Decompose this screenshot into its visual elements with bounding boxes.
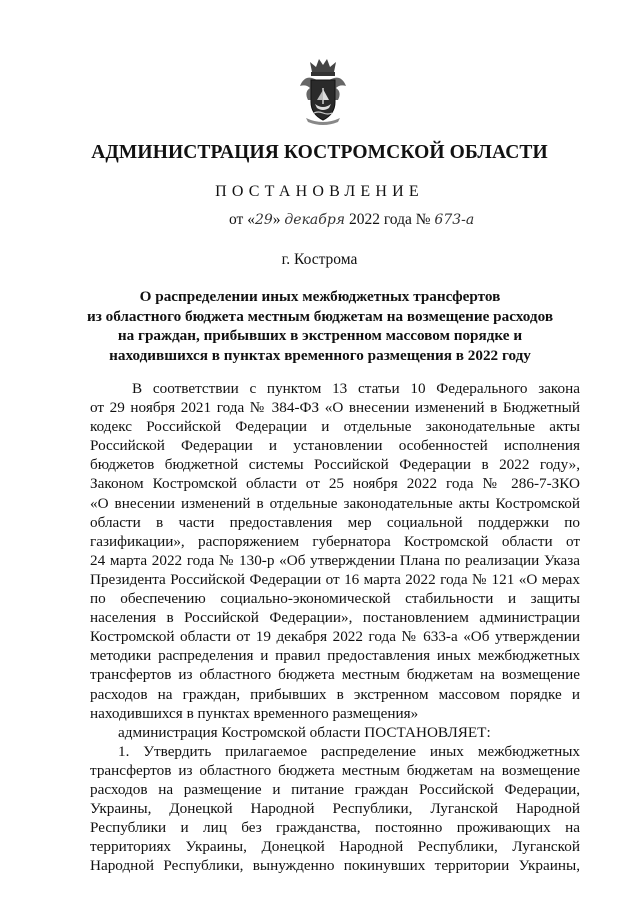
city-line: г. Кострома: [281, 251, 358, 268]
month-handwritten: декабря: [284, 212, 346, 228]
body-line: методики распределения и правил предоставления иных межбюджетных: [90, 647, 580, 665]
body-line: Украины, Донецкой Народной Республики, Луганской Народной: [90, 800, 580, 818]
document-title: [80, 287, 560, 365]
body-line: трансфертов из областного бюджета местным бюджетам на возмещение: [90, 666, 580, 684]
body-line: Костромской области от 19 декабря 2022 года № 633-а «Об утверждении: [90, 628, 580, 646]
year-text: 2022 года №: [348, 211, 431, 228]
body-line: расходов на размещение и питание граждан Российской Федерации,: [90, 780, 580, 798]
body-line: области в части предоставления мер социальной поддержки по: [90, 513, 580, 531]
body-line: расходов на граждан, прибывших в экстренном массовом порядке и: [90, 685, 580, 703]
body-line: Народной Республики, вынужденно покинувших территории Украины,: [90, 857, 580, 875]
body-line: находившихся в пунктах временного размещения»: [90, 704, 419, 722]
body-line: по обеспечению социально-экономической стабильности и защиты: [90, 590, 580, 608]
body-line: «О внесении изменений в отдельные законодательные акты Костромской: [90, 494, 580, 512]
title-line: на граждан, прибывших в экстренном массовом порядке и: [117, 327, 523, 344]
document-type: ПОСТАНОВЛЕНИЕ: [215, 183, 424, 200]
body-line: населения в Российской Федерации», постановлением администрации: [90, 609, 580, 627]
coat-of-arms-icon: [298, 56, 348, 126]
body-line: Президента Российской Федерации от 16 марта 2022 года № 121 «О мерах: [90, 570, 580, 588]
day-handwritten: 29: [254, 212, 273, 228]
date-prefix: от «: [229, 211, 255, 228]
organization-heading: АДМИНИСТРАЦИЯ КОСТРОМСКОЙ ОБЛАСТИ: [91, 142, 548, 163]
body-line: трансфертов из областного бюджета местным бюджетам на возмещение: [90, 761, 580, 779]
body-line: В соответствии с пунктом 13 статьи 10 Федерального закона: [132, 380, 580, 397]
body-line: территориях Украины, Донецкой Народной Республики, Луганской: [90, 838, 580, 856]
title-line: О распределении иных межбюджетных трансфертов: [139, 288, 501, 305]
body-line: администрация Костромской области ПОСТАНОВЛЯЕТ:: [118, 723, 491, 741]
body-line: Республики и лиц без гражданства, постоянно проживающих на: [90, 819, 580, 837]
body-line: газификации», распоряжением губернатора Костромской области от: [90, 532, 580, 550]
body-line: 1. Утвердить прилагаемое распределение иных межбюджетных: [118, 742, 580, 760]
body-line: Российской Федерации и установлении особенностей исполнения: [90, 437, 580, 455]
title-line: находившихся в пунктах временного размещения в 2022 году: [109, 346, 531, 364]
body-line: Законом Костромской области от 25 ноября 2022 года № 286-7-ЗКО: [90, 475, 580, 493]
date-mid: »: [272, 211, 281, 228]
body-line: от 29 ноября 2021 года № 384-ФЗ «О внесении изменений в Бюджетный: [90, 399, 580, 417]
date-number-line: [229, 211, 474, 229]
document-body: [90, 379, 580, 875]
number-handwritten: 673-а: [434, 212, 475, 228]
body-line: бюджетов бюджетной системы Российской Федерации в 2022 году»,: [90, 456, 580, 474]
title-line: из областного бюджета местным бюджетам на возмещение расходов: [86, 307, 554, 325]
body-line: кодекс Российской Федерации и отдельные законодательные акты: [90, 418, 580, 436]
body-line: 24 марта 2022 года № 130-р «Об утверждении Плана по реализации Указа: [90, 551, 580, 569]
